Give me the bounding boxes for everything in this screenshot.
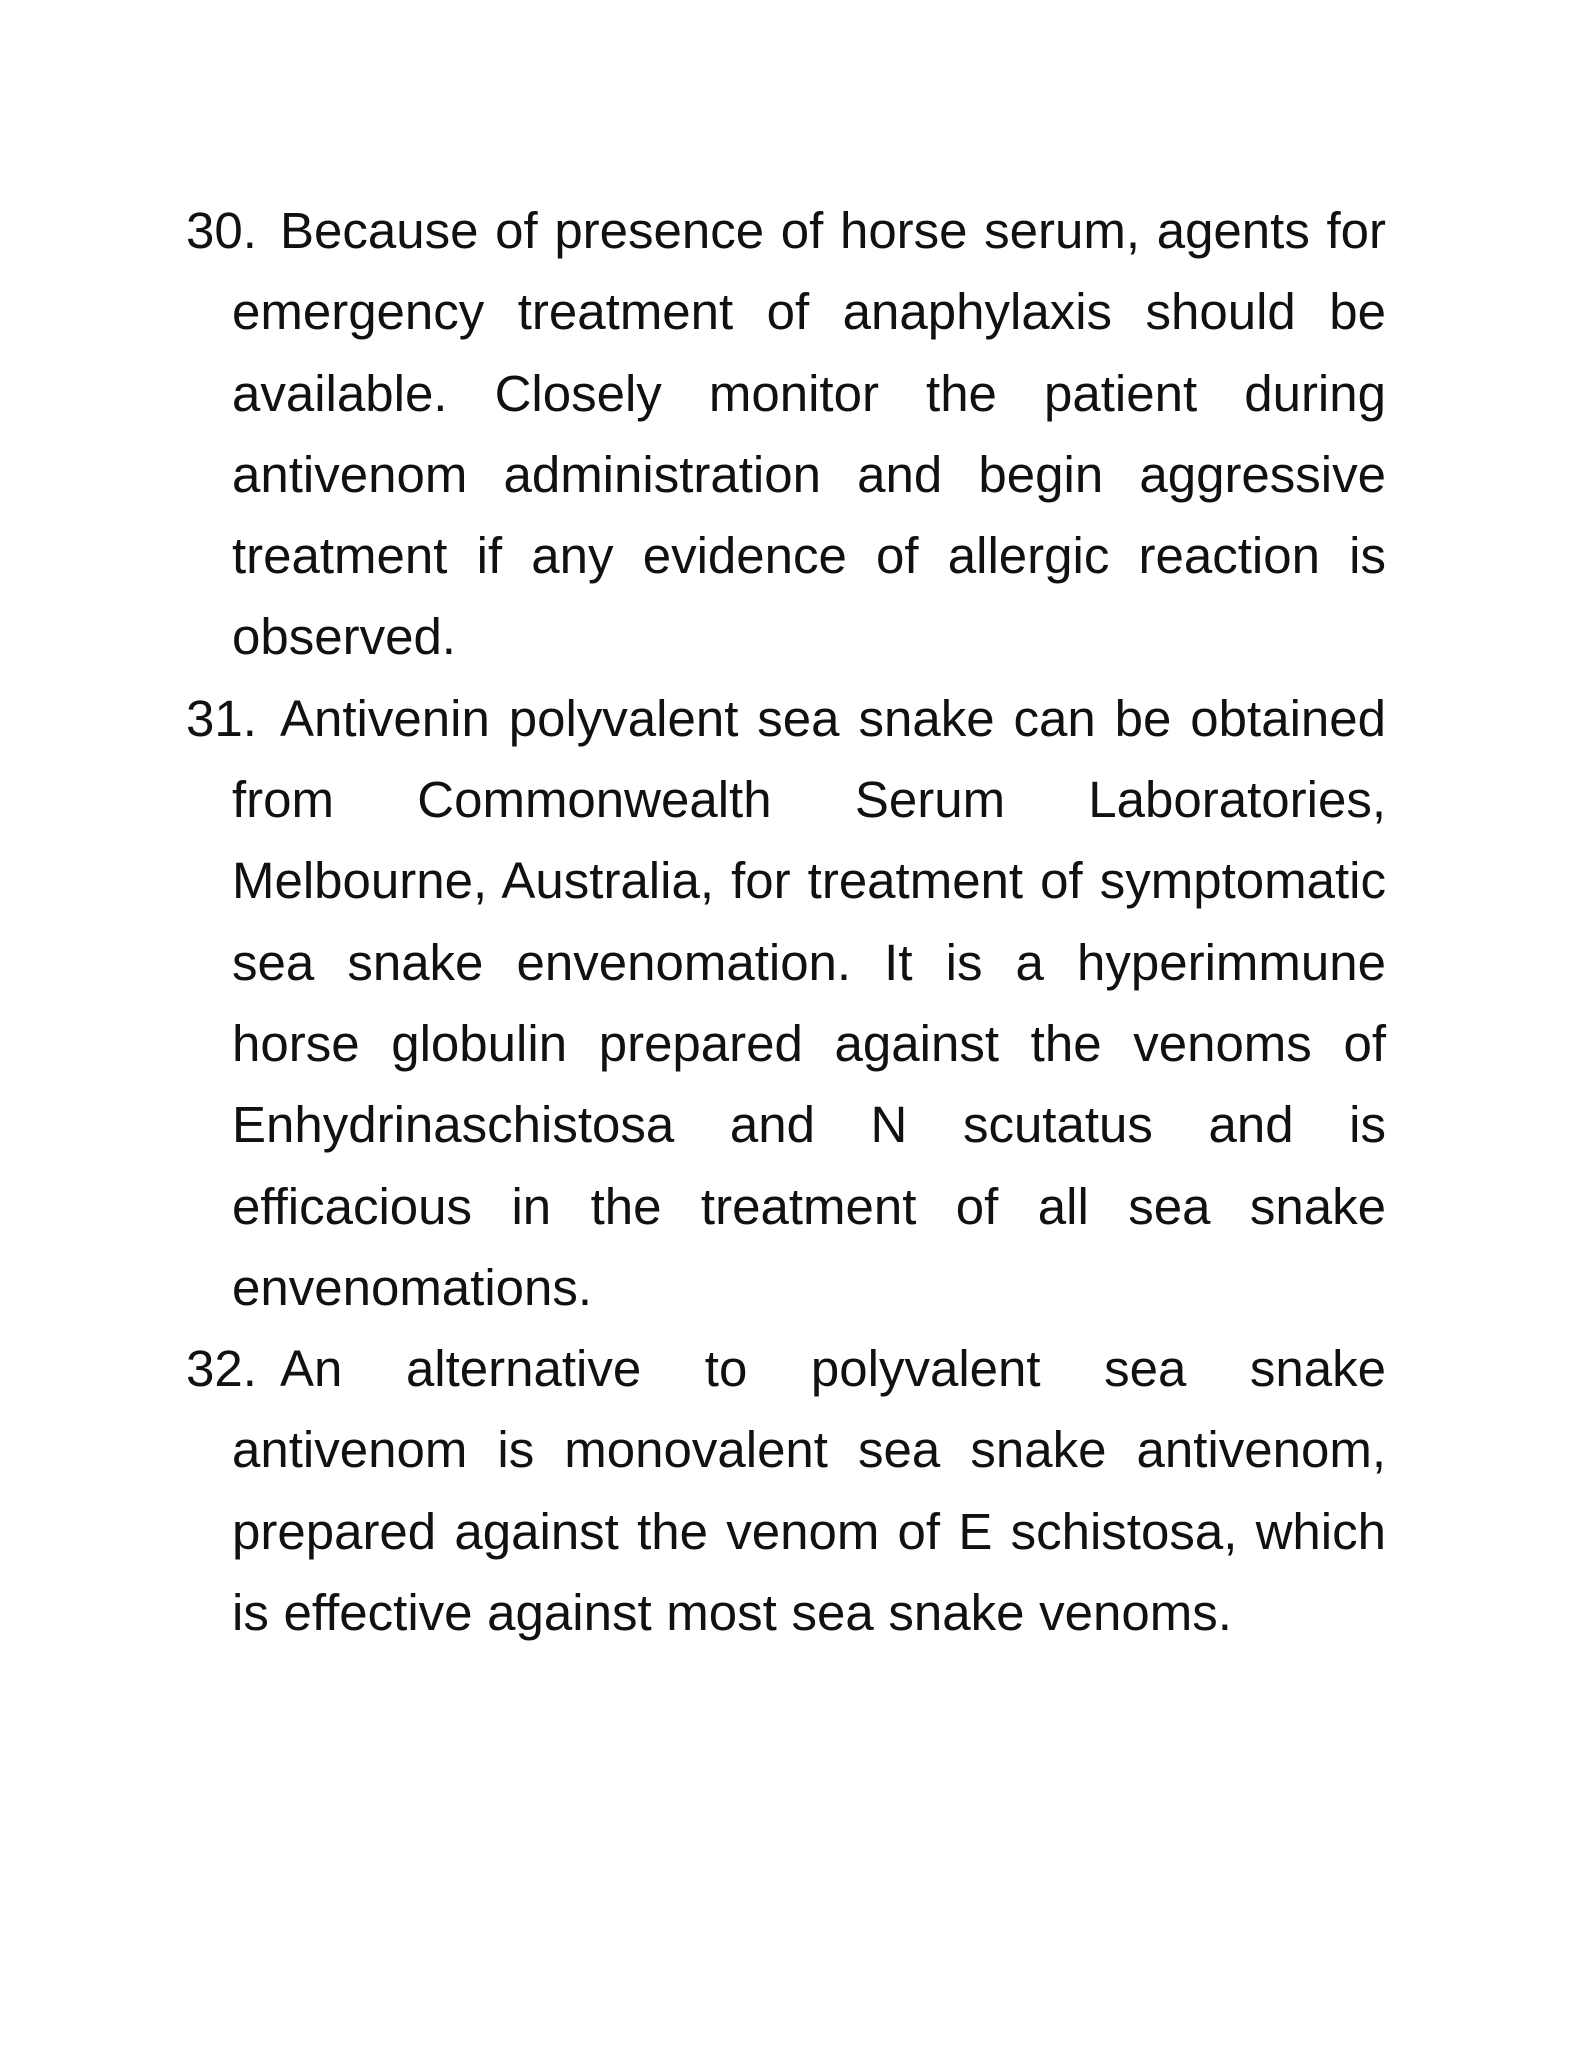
item-number: 31.	[186, 689, 257, 747]
list-item-31	[186, 678, 1386, 1328]
list-item-32	[186, 1328, 1386, 1653]
item-text: Because of presence of horse serum, agents for emergency treatment of anaphylaxis should be available. Closely monitor the patient during antivenom administration and begin aggressive treatment if any evidence of allergic reaction is observed.	[232, 202, 1386, 666]
list-item-30	[186, 190, 1386, 678]
item-number: 32.	[186, 1340, 257, 1398]
numbered-list	[186, 190, 1386, 1653]
item-text: Antivenin polyvalent sea snake can be obtained from Commonwealth Serum Laboratories, Melbourne, Australia, for treatment of symptomatic sea snake envenomation. It is a hyperimmune horse globulin prepared against the venoms of Enhydrinaschistosa and N scutatus and is efficacious in the treatment of all sea snake envenomations.	[232, 689, 1386, 1316]
item-number: 30.	[186, 202, 257, 259]
item-text: An alternative to polyvalent sea snake antivenom is monovalent sea snake antivenom, prepared against the venom of E schistosa, which is effective against most sea snake venoms.	[232, 1340, 1386, 1642]
